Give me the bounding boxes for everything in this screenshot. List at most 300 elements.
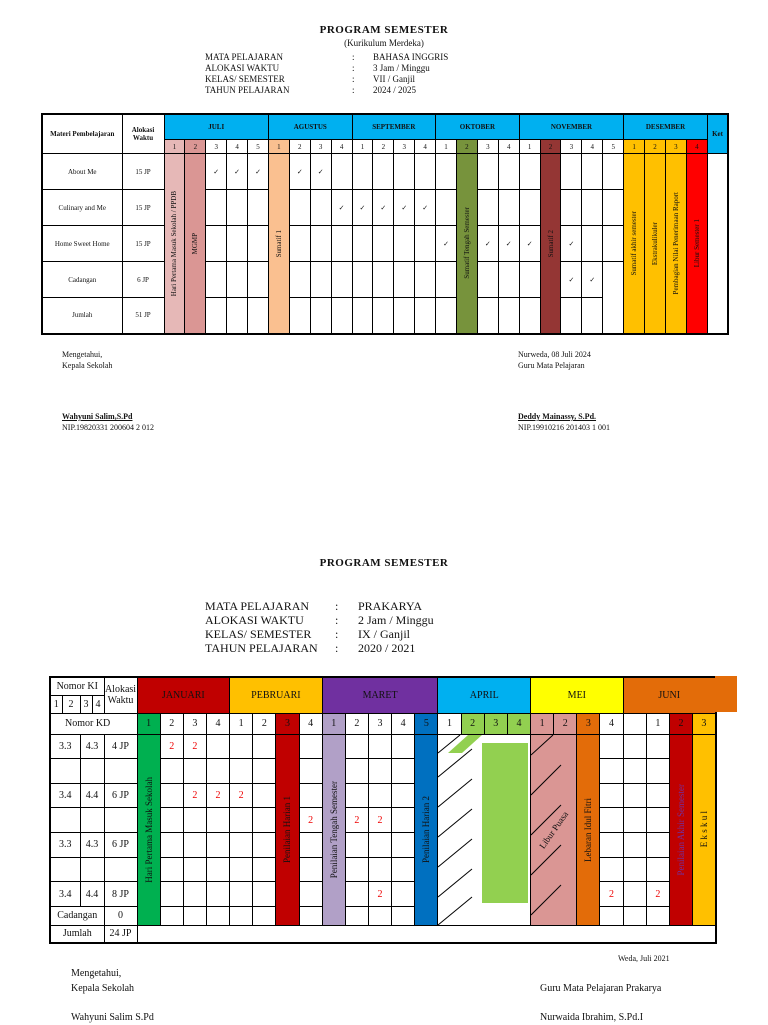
- ekskul-column: [693, 734, 716, 925]
- april-block: [438, 734, 531, 925]
- red-two: 2: [368, 808, 391, 833]
- empty-cell: [331, 226, 352, 262]
- empty-cell: [206, 857, 229, 882]
- sig-name: Wahyuni Salim,S.Pd: [62, 412, 133, 421]
- doc1-info-labels: [205, 52, 290, 96]
- info-value: BAHASA INGGRIS: [373, 52, 449, 62]
- week-cell: 2: [345, 713, 368, 734]
- april-green-block: [482, 743, 528, 903]
- info-sep: :: [335, 641, 339, 655]
- empty-cell: [183, 906, 206, 925]
- kd-cell: 4.3: [80, 734, 104, 759]
- kd-cell: 3.4: [50, 783, 80, 808]
- empty-cell: [299, 833, 322, 858]
- month-april: APRIL: [438, 677, 531, 713]
- doc2-info-seps: [335, 599, 338, 655]
- check-mark: ✓: [289, 154, 310, 190]
- check-mark: ✓: [415, 190, 436, 226]
- empty-cell: [368, 759, 391, 784]
- month-maret: MARET: [322, 677, 438, 713]
- doc1-left-signature: [62, 349, 154, 433]
- red-two: 2: [299, 808, 322, 833]
- week-cell: 1: [519, 140, 540, 154]
- week-cell: 4: [686, 140, 707, 154]
- week-cell: 4: [600, 713, 623, 734]
- red-two: 2: [183, 783, 206, 808]
- empty-cell: [183, 882, 206, 907]
- header-nomor-kd: Nomor KD: [50, 713, 137, 734]
- ekskul-label: E k s k u l: [698, 811, 709, 848]
- empty-cell: [646, 759, 669, 784]
- jp-cell: 8 JP: [104, 882, 137, 907]
- empty-cell: [227, 262, 248, 298]
- check-mark: ✓: [248, 154, 269, 190]
- week-cell: 4: [331, 140, 352, 154]
- sig-name: Nurwaida Ibrahim, S.Pd.I: [540, 1012, 644, 1023]
- ph1-label: Penilaian Harian 1: [282, 796, 293, 863]
- week-cell: 2: [160, 713, 183, 734]
- empty-cell: [289, 190, 310, 226]
- hari-pertama-column: [137, 734, 160, 925]
- empty-cell: [345, 906, 368, 925]
- info-sep: :: [352, 85, 355, 95]
- week-cell: 1: [436, 140, 457, 154]
- doc2-place-date: Weda, Juli 2021: [618, 954, 670, 963]
- empty-cell: [160, 882, 183, 907]
- month-pebruari: PEBRUARI: [230, 677, 323, 713]
- empty-cell: [253, 808, 276, 833]
- empty-cell: [230, 882, 253, 907]
- week-cell: 2: [185, 140, 206, 154]
- kd-cell: [80, 808, 104, 833]
- kd-cell: 4.4: [80, 882, 104, 907]
- doc2-right-signature: [540, 981, 661, 1025]
- empty-cell: [477, 298, 498, 334]
- check-mark: ✓: [561, 226, 582, 262]
- empty-cell: [623, 759, 646, 784]
- week-cell: 3: [183, 713, 206, 734]
- jp-cell: [104, 808, 137, 833]
- empty-cell: [352, 154, 373, 190]
- empty-cell: [646, 734, 669, 759]
- empty-cell: [436, 298, 457, 334]
- empty-cell: [498, 262, 519, 298]
- empty-cell: [299, 734, 322, 759]
- sig-line: Kepala Sekolah: [62, 361, 113, 370]
- sig-line: Kepala Sekolah: [71, 983, 135, 994]
- month-desember: DESEMBER: [624, 114, 708, 140]
- empty-cell: [603, 190, 624, 226]
- empty-cell: [477, 154, 498, 190]
- week-cell: 5: [415, 713, 438, 734]
- week-cell: 4: [498, 140, 519, 154]
- ki-num: 2: [62, 695, 80, 713]
- sumatif1-label: Sumatif 1: [274, 229, 283, 257]
- week-cell: 4: [507, 713, 530, 734]
- red-two: 2: [345, 808, 368, 833]
- ki-num: 4: [92, 695, 104, 713]
- empty-cell: [230, 857, 253, 882]
- week-cell: 2: [645, 140, 666, 154]
- month-mei: MEI: [531, 677, 624, 713]
- month-januari: JANUARI: [137, 677, 230, 713]
- info-sep: :: [352, 74, 355, 84]
- empty-cell: [345, 783, 368, 808]
- empty-cell: [392, 734, 415, 759]
- sig-line: Mengetahui,: [71, 968, 122, 979]
- month-september: SEPTEMBER: [352, 114, 436, 140]
- mgmp-column: [185, 154, 206, 334]
- jp-cell: [104, 857, 137, 882]
- empty-cell: [206, 262, 227, 298]
- juni-header-extension: [715, 676, 737, 712]
- pas-column: [669, 734, 692, 925]
- empty-cell: [206, 298, 227, 334]
- week-cell: 3: [577, 713, 600, 734]
- jp-cell: 51 JP: [122, 298, 164, 334]
- sig-line: Nurweda, 08 Juli 2024: [518, 350, 591, 359]
- empty-cell: [248, 226, 269, 262]
- check-mark: ✓: [206, 154, 227, 190]
- pts-column: [322, 734, 345, 925]
- jumlah-label: Jumlah: [50, 925, 104, 943]
- empty-cell: [582, 154, 603, 190]
- empty-cell: [646, 906, 669, 925]
- month-juni: JUNI: [623, 677, 716, 713]
- mgmp-label: MGMP: [191, 232, 200, 254]
- doc2-title: PROGRAM SEMESTER: [319, 557, 449, 569]
- week-cell: 1: [646, 713, 669, 734]
- week-cell: 2: [289, 140, 310, 154]
- week-cell: 1: [268, 140, 289, 154]
- red-two: 2: [368, 882, 391, 907]
- empty-cell: [248, 298, 269, 334]
- empty-cell: [477, 262, 498, 298]
- info-sep: :: [335, 613, 339, 627]
- doc2-info-labels: [205, 599, 318, 655]
- empty-cell: [477, 190, 498, 226]
- libur-puasa-column: [531, 734, 577, 925]
- header-ket: Ket: [707, 114, 728, 154]
- red-two: 2: [646, 882, 669, 907]
- week-cell: 3: [477, 140, 498, 154]
- empty-cell: [603, 154, 624, 190]
- info-value: PRAKARYA: [358, 599, 423, 613]
- empty-cell: [160, 783, 183, 808]
- week-cell: 1: [624, 140, 645, 154]
- empty-cell: [206, 882, 229, 907]
- pts-label: Penilaian Tengah Semester: [328, 780, 339, 879]
- empty-cell: [519, 154, 540, 190]
- info-value: IX / Ganjil: [358, 627, 410, 641]
- empty-cell: [230, 759, 253, 784]
- jp-cell: 6 JP: [104, 833, 137, 858]
- info-sep: :: [352, 52, 355, 62]
- empty-cell: [600, 808, 623, 833]
- empty-cell: [299, 857, 322, 882]
- check-mark: ✓: [331, 190, 352, 226]
- info-sep: :: [352, 63, 355, 73]
- materi-cell: Culinary and Me: [42, 190, 122, 226]
- empty-cell: [206, 906, 229, 925]
- empty-cell: [646, 808, 669, 833]
- empty-cell: [600, 759, 623, 784]
- empty-cell: [498, 154, 519, 190]
- jp-cell: 6 JP: [104, 783, 137, 808]
- empty-cell: [352, 298, 373, 334]
- materi-cell: About Me: [42, 154, 122, 190]
- red-two: 2: [206, 783, 229, 808]
- empty-cell: [415, 226, 436, 262]
- empty-cell: [310, 262, 331, 298]
- empty-cell: [436, 190, 457, 226]
- sts-label: Sumatif Tengah Semester: [462, 207, 471, 280]
- empty-cell: [345, 734, 368, 759]
- info-label: KELAS/ SEMESTER: [205, 627, 312, 641]
- empty-cell: [345, 759, 368, 784]
- april-diagonals: [438, 735, 472, 925]
- empty-cell: [394, 154, 415, 190]
- empty-cell: [227, 298, 248, 334]
- empty-cell: [137, 925, 716, 943]
- kd-cell: [80, 857, 104, 882]
- info-label: ALOKASI WAKTU: [205, 63, 280, 73]
- empty-cell: [289, 226, 310, 262]
- month-agustus: AGUSTUS: [268, 114, 352, 140]
- info-label: MATA PELAJARAN: [205, 52, 284, 62]
- month-oktober: OKTOBER: [436, 114, 520, 140]
- week-cell: 1: [164, 140, 185, 154]
- info-value: 3 Jam / Minggu: [373, 63, 430, 73]
- empty-cell: [345, 857, 368, 882]
- empty-cell: [600, 906, 623, 925]
- check-mark: ✓: [352, 190, 373, 226]
- info-value: 2 Jam / Minggu: [358, 613, 434, 627]
- check-mark: ✓: [227, 154, 248, 190]
- header-alokasi: Alokasi Waktu: [104, 677, 137, 713]
- week-cell: 2: [456, 140, 477, 154]
- ph2-label: Penilaian Harian 2: [421, 796, 432, 863]
- empty-cell: [582, 298, 603, 334]
- empty-cell: [227, 226, 248, 262]
- week-cell: [623, 713, 646, 734]
- materi-cell: Home Sweet Home: [42, 226, 122, 262]
- sig-nip: NIP.19910216 201403 1 001: [518, 423, 611, 432]
- empty-cell: [582, 226, 603, 262]
- info-label: KELAS/ SEMESTER: [205, 74, 285, 84]
- libur-puasa-label: Libur Puasa: [537, 808, 571, 851]
- empty-cell: [600, 857, 623, 882]
- check-mark: ✓: [477, 226, 498, 262]
- hari-pertama-label: Hari Pertama Masuk Sekolah / PPDB: [170, 190, 179, 296]
- kd-cell: [50, 857, 80, 882]
- week-cell: 3: [561, 140, 582, 154]
- red-two: 2: [600, 882, 623, 907]
- empty-cell: [310, 226, 331, 262]
- empty-cell: [600, 833, 623, 858]
- empty-cell: [299, 783, 322, 808]
- sig-nip: NIP.19820331 200604 2 012: [62, 423, 155, 432]
- doc1-info-values: [373, 52, 448, 96]
- empty-cell: [253, 857, 276, 882]
- empty-cell: [253, 882, 276, 907]
- empty-cell: [253, 783, 276, 808]
- jp-cell: 15 JP: [122, 226, 164, 262]
- rapor-label: Pembagian Nilai Penerimaan Raport: [671, 192, 680, 295]
- libur-column: [686, 154, 707, 334]
- empty-cell: [519, 262, 540, 298]
- info-label: ALOKASI WAKTU: [205, 613, 304, 627]
- empty-cell: [331, 154, 352, 190]
- april-green-corner: [448, 735, 482, 753]
- empty-cell: [289, 298, 310, 334]
- empty-cell: [352, 262, 373, 298]
- week-cell: 2: [554, 713, 577, 734]
- hari-pertama-column: [164, 154, 185, 334]
- week-cell: 4: [582, 140, 603, 154]
- kd-cell: 3.3: [50, 833, 80, 858]
- empty-cell: [373, 226, 394, 262]
- info-value: 2020 / 2021: [358, 641, 416, 655]
- empty-cell: [394, 226, 415, 262]
- lebaran-label: Lebaran Idul Fitri: [583, 797, 594, 862]
- cadangan-value: 0: [104, 906, 137, 925]
- empty-cell: [368, 906, 391, 925]
- empty-cell: [183, 759, 206, 784]
- sig-line: Guru Mata Pelajaran: [518, 361, 585, 370]
- week-cell: 1: [352, 140, 373, 154]
- check-mark: ✓: [582, 262, 603, 298]
- empty-cell: [160, 759, 183, 784]
- kd-cell: 4.3: [80, 833, 104, 858]
- week-cell: 4: [227, 140, 248, 154]
- ekstra-label: Ekstrakulikuler: [651, 221, 660, 265]
- libur-label: Libur Semester 1: [692, 219, 701, 268]
- kd-cell: 4.4: [80, 783, 104, 808]
- empty-cell: [373, 154, 394, 190]
- empty-cell: [368, 734, 391, 759]
- week-cell: 3: [484, 713, 507, 734]
- header-nomor-ki: Nomor KI: [50, 677, 104, 695]
- kd-cell: 3.4: [50, 882, 80, 907]
- empty-cell: [352, 226, 373, 262]
- check-mark: ✓: [394, 190, 415, 226]
- empty-cell: [600, 734, 623, 759]
- doc1-title: PROGRAM SEMESTER: [319, 24, 449, 36]
- empty-cell: [582, 190, 603, 226]
- red-two: 2: [183, 734, 206, 759]
- sts-column: [456, 154, 477, 334]
- empty-cell: [623, 833, 646, 858]
- week-cell: 4: [299, 713, 322, 734]
- lebaran-column: [577, 734, 600, 925]
- info-value: VII / Ganjil: [373, 74, 415, 84]
- week-cell: 4: [206, 713, 229, 734]
- empty-cell: [415, 154, 436, 190]
- empty-cell: [392, 808, 415, 833]
- empty-cell: [206, 833, 229, 858]
- week-cell: 1: [438, 713, 461, 734]
- week-cell: 2: [461, 713, 484, 734]
- kd-cell: [50, 808, 80, 833]
- empty-cell: [392, 783, 415, 808]
- jp-cell: [104, 759, 137, 784]
- week-cell: 5: [248, 140, 269, 154]
- info-value: 2024 / 2025: [373, 85, 417, 95]
- materi-cell: Cadangan: [42, 262, 122, 298]
- sumatif1-column: [268, 154, 289, 334]
- week-cell: 2: [373, 140, 394, 154]
- doc2-left-signature: [71, 966, 154, 1025]
- april-hatch: [438, 735, 530, 925]
- empty-cell: [392, 906, 415, 925]
- empty-cell: [248, 262, 269, 298]
- empty-cell: [310, 190, 331, 226]
- empty-cell: [623, 906, 646, 925]
- empty-cell: [248, 190, 269, 226]
- empty-cell: [160, 833, 183, 858]
- red-two: 2: [230, 783, 253, 808]
- sas-label: Sumatif akhir semester: [630, 210, 639, 276]
- empty-cell: [519, 190, 540, 226]
- empty-cell: [373, 262, 394, 298]
- empty-cell: [331, 298, 352, 334]
- jp-cell: 4 JP: [104, 734, 137, 759]
- month-juli: JULI: [164, 114, 268, 140]
- empty-cell: [561, 190, 582, 226]
- check-mark: ✓: [373, 190, 394, 226]
- check-mark: ✓: [436, 226, 457, 262]
- kd-cell: 3.3: [50, 734, 80, 759]
- sig-line: Mengetahui,: [62, 350, 103, 359]
- ph2-column: [415, 734, 438, 925]
- empty-cell: [436, 262, 457, 298]
- empty-cell: [183, 808, 206, 833]
- empty-cell: [394, 298, 415, 334]
- empty-cell: [299, 882, 322, 907]
- empty-cell: [299, 759, 322, 784]
- empty-cell: [299, 906, 322, 925]
- empty-cell: [345, 882, 368, 907]
- doc1-right-signature: [518, 349, 610, 433]
- kd-cell: [80, 759, 104, 784]
- empty-cell: [646, 857, 669, 882]
- week-cell: 5: [603, 140, 624, 154]
- empty-cell: [623, 857, 646, 882]
- week-cell: 2: [540, 140, 561, 154]
- empty-cell: [345, 833, 368, 858]
- jumlah-value: 24 JP: [104, 925, 137, 943]
- empty-cell: [498, 190, 519, 226]
- sumatif2-column: [540, 154, 561, 334]
- empty-cell: [368, 783, 391, 808]
- sas-column: [624, 154, 645, 334]
- empty-cell: [183, 857, 206, 882]
- empty-cell: [519, 298, 540, 334]
- jp-cell: 6 JP: [122, 262, 164, 298]
- empty-cell: [206, 734, 229, 759]
- empty-cell: [230, 833, 253, 858]
- check-mark: ✓: [310, 154, 331, 190]
- check-mark: ✓: [498, 226, 519, 262]
- empty-cell: [368, 833, 391, 858]
- empty-cell: [373, 298, 394, 334]
- empty-cell: [206, 226, 227, 262]
- empty-cell: [160, 857, 183, 882]
- empty-cell: [230, 734, 253, 759]
- empty-cell: [227, 190, 248, 226]
- materi-cell: Jumlah: [42, 298, 122, 334]
